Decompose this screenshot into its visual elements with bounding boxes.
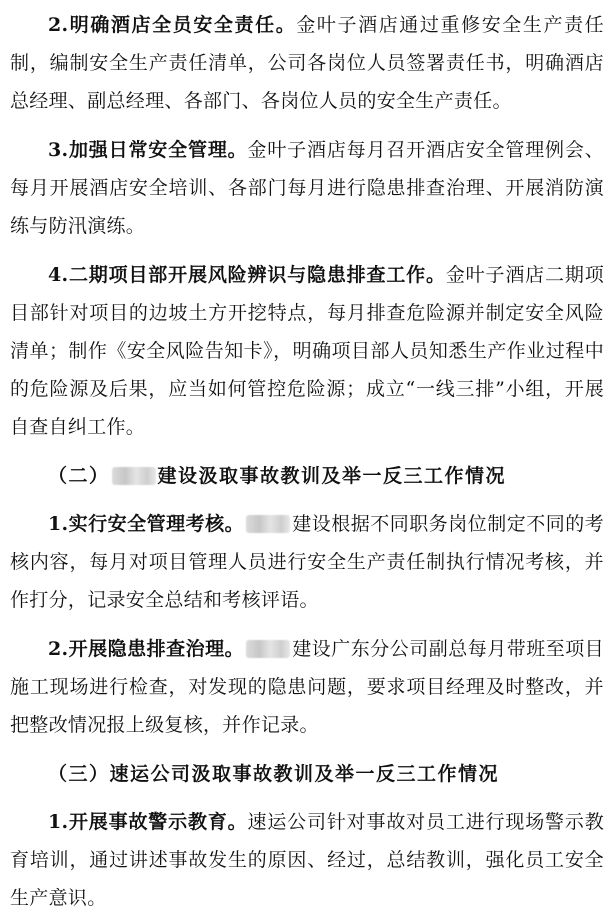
paragraph-body: 金叶子酒店每月召开酒店安全管理例会、每月开展酒店安全培训、各部门每月进行隐患排查治理、开展消防演练与防汛演练。 — [10, 139, 605, 237]
paragraph-lead: 2.明确酒店全员安全责任。 — [48, 14, 297, 36]
paragraph-hotel-responsibility — [10, 6, 604, 120]
paragraph-lead: 2.开展隐患排查治理。 — [48, 638, 245, 660]
paragraph-body: 金叶子酒店通过重修安全生产责任制，编制安全生产责任清单，公司各岗位人员签署责任书，明确酒店总经理、副总经理、各部门、各岗位人员的安全生产责任。 — [10, 14, 604, 112]
redaction-blur — [246, 640, 290, 658]
paragraph-lead: 3.加强日常安全管理。 — [48, 139, 248, 161]
heading-text: 建设汲取事故教训及举一反三工作情况 — [157, 465, 507, 487]
section-heading-3 — [10, 755, 604, 793]
paragraph-hazard-check — [10, 630, 604, 744]
paragraph-body: 速运公司针对事故对员工进行现场警示教育培训，通过讲述事故发生的原因、经过，总结教训，强化员工安全生产意识。 — [10, 811, 605, 909]
paragraph-body: 建设广东分公司副总每月带班至项目施工现场进行检查，对发现的隐患问题，要求项目经理及时整改，并把整改情况报上级复核，并作记录。 — [10, 638, 604, 736]
paragraph-body: 建设根据不同职务岗位制定不同的考核内容，每月对项目管理人员进行安全生产责任制执行情况考核，并作打分，记录安全总结和考核评语。 — [10, 513, 604, 611]
paragraph-lead: 4.二期项目部开展风险辨识与隐患排查工作。 — [48, 264, 446, 286]
paragraph-body: 金叶子酒店二期项目部针对项目的边坡土方开挖特点，每月排查危险源并制定安全风险清单；制作《安全风险告知卡》，明确项目部人员知悉生产作业过程中的危险源及后果，应当如何管控危险源；成立“一线三排”小组，开展自查自纠工作。 — [10, 264, 604, 438]
paragraph-lead: 1.实行安全管理考核。 — [48, 513, 245, 535]
heading-prefix: （二） — [48, 465, 110, 487]
redaction-blur — [246, 515, 290, 533]
heading-prefix: （三） — [48, 763, 110, 785]
paragraph-risk-identification — [10, 256, 604, 446]
paragraph-lead: 1.开展事故警示教育。 — [48, 811, 248, 833]
section-heading-2 — [10, 457, 604, 495]
paragraph-daily-safety — [10, 131, 604, 245]
paragraph-warning-education — [10, 803, 604, 917]
paragraph-assessment — [10, 505, 604, 619]
redaction-blur — [112, 467, 156, 485]
heading-text: 速运公司汲取事故教训及举一反三工作情况 — [109, 763, 500, 785]
